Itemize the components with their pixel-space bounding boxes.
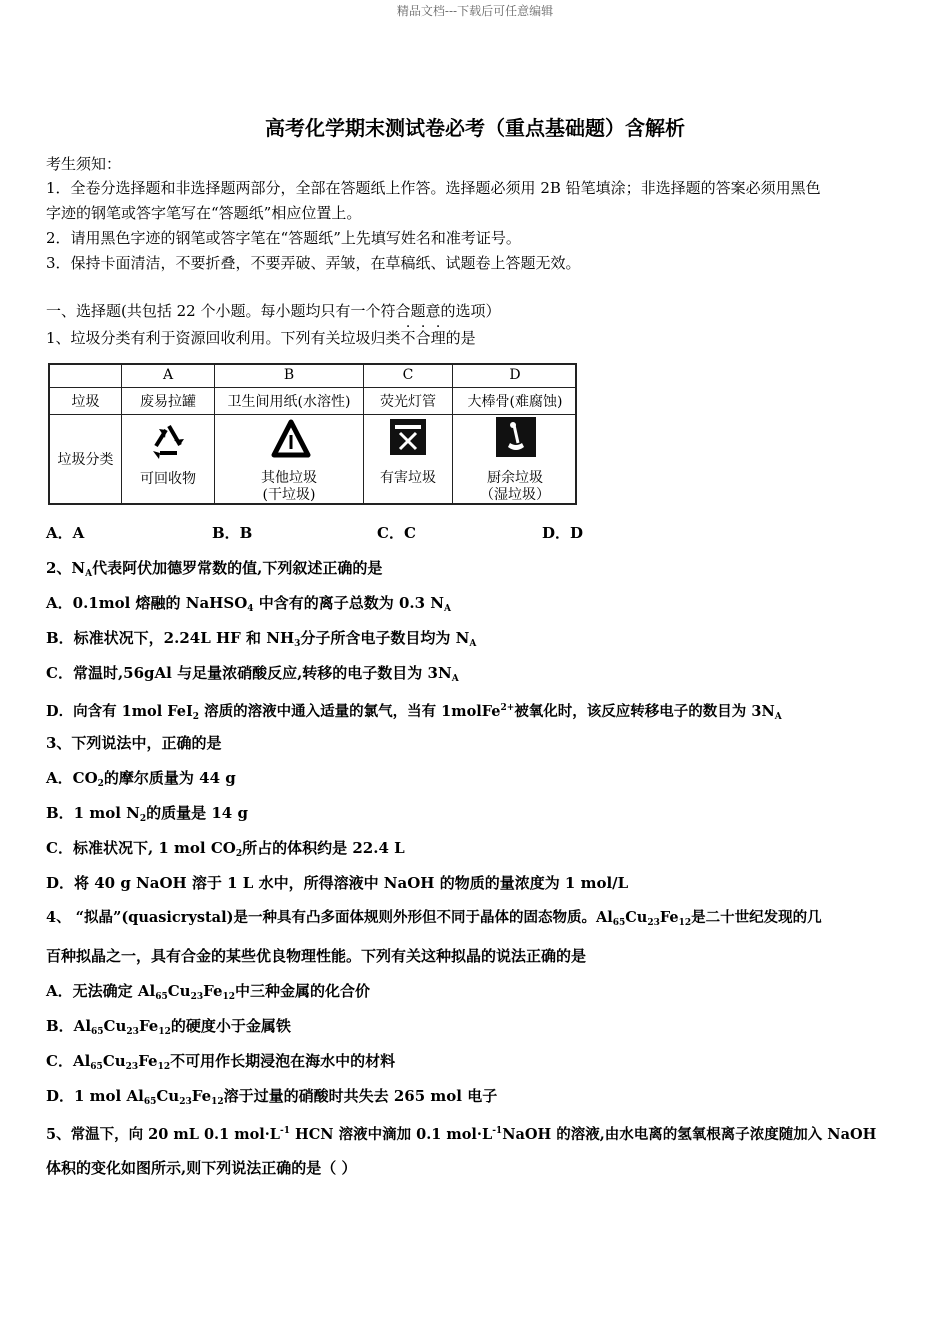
notice-item-1b: 字迹的钢笔或答字笔写在“答题纸”相应位置上。 — [46, 204, 362, 222]
header-note: 精品文档---下载后可任意编辑 — [396, 4, 554, 18]
q2-option-c[interactable]: C．常温时,56gAl 与足量浓硝酸反应,转移的电子数目为 $3N_A$ — [46, 664, 459, 684]
q5-stem-line1: 5、常温下，向 20 mL 0.1 $mol\cdot L^{-1}$ HCN 溶液中滴加 0.1 $mol\cdot L^{-1}NaOH$ 的溶液,由水电离的氢氧根离子浓度随加入 NaOH — [46, 1126, 877, 1143]
page-title: 高考化学期末测试卷必考（重点基础题）含解析 — [265, 116, 685, 140]
row-label-garbage: 垃圾 — [71, 394, 100, 410]
category-c: 有害垃圾 — [380, 470, 436, 486]
garbage-a: 废易拉罐 — [140, 394, 196, 410]
q3-option-b[interactable]: B．1 mol $N_2$的质量是 14 g — [46, 804, 248, 824]
q2-option-a[interactable]: A．0.1mol 熔融的 NaHSO$_4$ 中含有的离子总数为 0.3 $N_A$ — [46, 594, 451, 614]
emphasis-char: 理 — [430, 329, 446, 347]
q1-option-a[interactable]: A．A — [46, 524, 85, 542]
col-letter-d: D — [509, 367, 521, 383]
col-letter-c: C — [402, 367, 414, 383]
q1-stem: 1、垃圾分类有利于资源回收利用。下列有关垃圾归类不合理的是 — [46, 329, 476, 347]
kitchen-waste-icon — [496, 417, 536, 457]
q5-stem-line2: 体积的变化如图所示,则下列说法正确的是（ ） — [46, 1159, 357, 1177]
category-a: 可回收物 — [140, 471, 196, 487]
q2-option-b[interactable]: B．标准状况下，2.24L HF 和 $NH_3$分子所含电子数目均为 $N_A$ — [46, 629, 477, 649]
hazardous-waste-icon — [390, 419, 426, 455]
q3-stem: 3、下列说法中，正确的是 — [46, 734, 222, 752]
emphasis-char: 合 — [415, 329, 431, 347]
garbage-b: 卫生间用纸(水溶性) — [227, 394, 351, 410]
category-d: 厨余垃圾 — [487, 470, 543, 486]
section-heading: 一、选择题(共包括 22 个小题。每小题均只有一个符合题意的选项） — [46, 302, 501, 320]
q4-option-d[interactable]: D．1 mol $Al_{65}Cu_{23}Fe_{12}$溶于过量的硝酸时共失去 265 mol 电子 — [46, 1087, 498, 1107]
category-b-note: (干垃圾) — [262, 487, 316, 503]
notice-heading: 考生须知： — [46, 155, 122, 173]
q4-option-a[interactable]: A．无法确定 $Al_{65}Cu_{23}Fe_{12}$中三种金属的化合价 — [46, 982, 371, 1002]
q3-option-d[interactable]: D．将 40 g NaOH 溶于 1 L 水中，所得溶液中 NaOH 的物质的量浓度为 1 mol/L — [46, 874, 629, 892]
q3-option-c[interactable]: C．标准状况下, 1 mol $CO_2$所占的体积约是 22.4 L — [46, 839, 405, 859]
q4-stem-line1: 4、 “拟晶”(quasicrystal)是一种具有凸多面体规则外形但不同于晶体的固态物质。$Al_{65}Cu_{23}Fe_{12}$是二十世纪发现的几 — [46, 909, 822, 928]
col-letter-a: A — [162, 367, 174, 383]
row-label-category: 垃圾分类 — [57, 452, 114, 468]
garbage-c: 荧光灯管 — [380, 394, 436, 410]
q4-option-b[interactable]: B．$Al_{65}Cu_{23}Fe_{12}$的硬度小于金属铁 — [46, 1017, 291, 1037]
other-waste-icon — [270, 419, 312, 461]
q4-stem-line2: 百种拟晶之一，具有合金的某些优良物理性能。下列有关这种拟晶的说法正确的是 — [46, 947, 587, 965]
q1-table — [48, 363, 577, 505]
q3-option-a[interactable]: A．$CO_2$的摩尔质量为 44 g — [46, 769, 236, 789]
q1-option-b[interactable]: B．B — [212, 524, 253, 542]
emphasis-char: 不 — [400, 329, 416, 347]
recycle-icon — [150, 421, 188, 459]
q2-option-d[interactable]: D．向含有 1mol FeI$_2$ 溶质的溶液中通入适量的氯气，当有 1molFe$^{2+}$被氧化时，该反应转移电子的数目为 $3N_A$ — [46, 703, 782, 722]
q2-stem: 2、$N_A$代表阿伏加德罗常数的值,下列叙述正确的是 — [46, 559, 383, 579]
notice-item-2: 2．请用黑色字迹的钢笔或答字笔在“答题纸”上先填写姓名和准考证号。 — [46, 229, 521, 247]
col-letter-b: B — [283, 367, 295, 383]
category-d-note: （湿垃圾） — [480, 487, 550, 503]
garbage-d: 大棒骨(难腐蚀) — [467, 394, 563, 410]
q1-option-d[interactable]: D．D — [542, 524, 584, 542]
q4-option-c[interactable]: C．$Al_{65}Cu_{23}Fe_{12}$不可用作长期浸泡在海水中的材料 — [46, 1052, 396, 1072]
notice-item-1a: 1．全卷分选择题和非选择题两部分，全部在答题纸上作答。选择题必须用 2B 铅笔填涂；非选择题的答案必须用黑色 — [46, 179, 821, 197]
q1-option-c[interactable]: C．C — [377, 524, 416, 542]
notice-item-3: 3．保持卡面清洁，不要折叠，不要弄破、弄皱，在草稿纸、试题卷上答题无效。 — [46, 254, 581, 272]
category-b: 其他垃圾 — [261, 470, 317, 486]
q1-stem-emphasis — [401, 329, 446, 347]
